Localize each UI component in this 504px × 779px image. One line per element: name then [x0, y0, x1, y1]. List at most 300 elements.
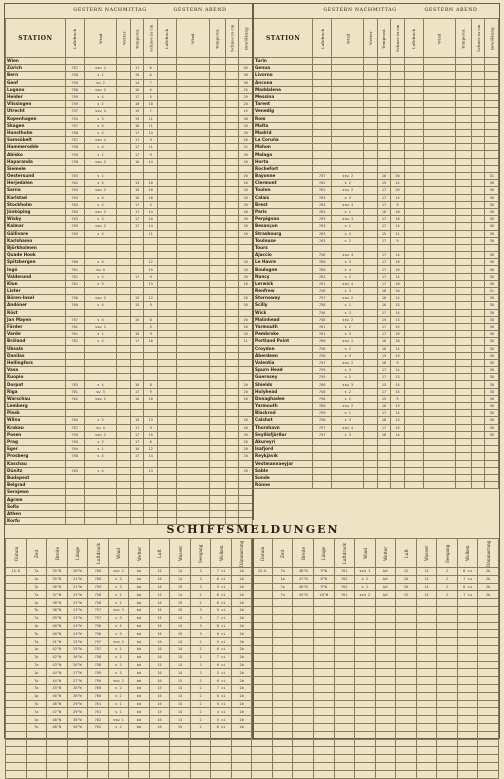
- reading-cell: [209, 374, 225, 381]
- reading-cell: [157, 482, 176, 489]
- reading-cell: [225, 58, 239, 65]
- reading-cell: [157, 244, 176, 251]
- ship-cell: [313, 731, 334, 739]
- ship-cell: [6, 614, 27, 622]
- station-header: STATION: [6, 19, 66, 58]
- reading-cell: 16: [377, 403, 390, 410]
- reading-cell: [117, 309, 131, 316]
- ship-cell: 2: [437, 591, 458, 599]
- station-name: Guernsey: [254, 374, 313, 381]
- reading-cell: [364, 266, 377, 273]
- station-row: [254, 345, 499, 352]
- station-name: Renfrew: [254, 288, 313, 295]
- reading-cell: [455, 338, 471, 345]
- ship-cell: 1p: [26, 645, 47, 653]
- station-row: [6, 86, 253, 93]
- reading-cell: [472, 230, 485, 237]
- column-header: Schnee in cm: [144, 19, 158, 58]
- reading-cell: [84, 410, 117, 417]
- station-row: [254, 79, 499, 86]
- station-row: [254, 194, 499, 201]
- station-row: [254, 266, 499, 273]
- ship-cell: 756: [88, 622, 109, 630]
- reading-cell: [176, 302, 209, 309]
- station-row: [254, 331, 499, 338]
- station-row: [6, 266, 253, 273]
- ship-cell: 2: [190, 599, 211, 607]
- reading-cell: s 3: [84, 438, 117, 445]
- station-row: [254, 122, 499, 129]
- reading-cell: [176, 208, 209, 215]
- ship-cell: 2: [437, 583, 458, 591]
- reading-cell: [65, 403, 84, 410]
- reading-cell: 20: [239, 302, 253, 309]
- reading-cell: 9: [144, 273, 158, 280]
- reading-cell: [209, 252, 225, 259]
- reading-cell: [313, 129, 332, 136]
- reading-cell: 12: [144, 259, 158, 266]
- ship-cell: [252, 684, 273, 692]
- reading-cell: [313, 101, 332, 108]
- ship-cell: [26, 731, 47, 739]
- reading-cell: [472, 244, 485, 251]
- reading-cell: [117, 129, 131, 136]
- reading-cell: [225, 503, 239, 510]
- reading-cell: [176, 417, 209, 424]
- reading-cell: [144, 237, 158, 244]
- reading-cell: [117, 467, 131, 474]
- reading-cell: [485, 151, 499, 158]
- reading-cell: [130, 252, 144, 259]
- station-name: Zürich: [6, 65, 66, 72]
- ship-cell: 22°W: [67, 599, 88, 607]
- ship-cell: [252, 653, 273, 661]
- reading-cell: [485, 453, 499, 460]
- station-name: Athen: [6, 510, 66, 517]
- station-name: Venedig: [254, 108, 313, 115]
- station-row: [6, 359, 253, 366]
- reading-cell: [157, 395, 176, 402]
- reading-cell: [225, 496, 239, 503]
- ship-cell: [88, 731, 109, 739]
- station-name: Krakau: [6, 424, 66, 431]
- ship-cell: [252, 661, 273, 669]
- ship-cell: [6, 684, 27, 692]
- ship-cell: bd: [129, 653, 150, 661]
- reading-cell: [176, 72, 209, 79]
- reading-cell: [455, 93, 471, 100]
- reading-cell: [472, 101, 485, 108]
- reading-cell: 760: [313, 338, 332, 345]
- reading-cell: s 3: [332, 288, 364, 295]
- reading-cell: [117, 482, 131, 489]
- reading-cell: [377, 165, 390, 172]
- reading-cell: [472, 158, 485, 165]
- ship-cell: [108, 731, 129, 739]
- reading-cell: 760: [65, 259, 84, 266]
- ship-cell: [478, 614, 499, 622]
- reading-cell: [225, 230, 239, 237]
- reading-cell: [404, 302, 423, 309]
- reading-cell: [176, 65, 209, 72]
- reading-cell: [423, 165, 455, 172]
- reading-cell: [391, 115, 404, 122]
- reading-cell: [65, 496, 84, 503]
- ship-row: [6, 755, 499, 763]
- reading-cell: 20: [239, 417, 253, 424]
- ship-cell: [293, 708, 314, 716]
- ship-cell: [396, 684, 417, 692]
- station-name: Wick: [254, 309, 313, 316]
- reading-cell: [225, 237, 239, 244]
- reading-cell: [423, 223, 455, 230]
- reading-cell: [364, 338, 377, 345]
- ship-cell: [6, 630, 27, 638]
- station-name: Turin: [254, 58, 313, 65]
- station-row: [6, 180, 253, 187]
- reading-cell: [176, 438, 209, 445]
- ship-cell: 758: [88, 599, 109, 607]
- ship-cell: [457, 661, 478, 669]
- ship-cell: 2b: [231, 575, 252, 583]
- ship-column-header: Datum: [252, 539, 273, 568]
- reading-cell: ssw 4: [332, 201, 364, 208]
- reading-cell: [225, 259, 239, 266]
- reading-cell: s 4: [84, 381, 117, 388]
- reading-cell: [455, 323, 471, 330]
- ship-cell: [313, 630, 334, 638]
- ship-cell: bd: [375, 568, 396, 576]
- ship-cell: 2: [190, 638, 211, 646]
- reading-cell: [332, 482, 364, 489]
- reading-cell: 759: [65, 101, 84, 108]
- station-name: Sofia: [6, 503, 66, 510]
- reading-cell: 17: [130, 424, 144, 431]
- reading-cell: [157, 510, 176, 517]
- reading-cell: [364, 137, 377, 144]
- reading-cell: s 2: [332, 345, 364, 352]
- ship-cell: [355, 731, 376, 739]
- reading-cell: [455, 165, 471, 172]
- reading-cell: 30: [485, 302, 499, 309]
- ship-cell: 24°W: [67, 630, 88, 638]
- reading-cell: 20: [239, 201, 253, 208]
- ship-cell: [478, 708, 499, 716]
- ship-cell: [6, 583, 27, 591]
- ship-cell: [252, 599, 273, 607]
- reading-cell: 14: [144, 208, 158, 215]
- reading-cell: [391, 122, 404, 129]
- ship-cell: [396, 700, 417, 708]
- reading-cell: [157, 173, 176, 180]
- ship-cell: [334, 630, 355, 638]
- reading-cell: [364, 273, 377, 280]
- station-name: Ingö: [6, 266, 66, 273]
- reading-cell: 15: [130, 187, 144, 194]
- ship-cell: [293, 677, 314, 685]
- station-row: [6, 323, 253, 330]
- reading-cell: 758: [313, 288, 332, 295]
- reading-cell: [157, 216, 176, 223]
- reading-cell: 763: [65, 173, 84, 180]
- ship-cell: [334, 606, 355, 614]
- reading-cell: 17: [130, 151, 144, 158]
- reading-cell: 16: [377, 173, 390, 180]
- reading-cell: [225, 359, 239, 366]
- reading-cell: [225, 302, 239, 309]
- reading-cell: [144, 288, 158, 295]
- ship-column-header: Länge: [67, 539, 88, 568]
- reading-cell: [157, 93, 176, 100]
- ship-cell: [457, 677, 478, 685]
- ship-cell: [334, 692, 355, 700]
- reading-cell: [225, 374, 239, 381]
- station-row: [6, 208, 253, 215]
- station-row: [254, 72, 499, 79]
- ship-cell: [252, 614, 273, 622]
- ship-cell: [108, 739, 129, 747]
- reading-cell: [176, 230, 209, 237]
- station-row: [254, 201, 499, 208]
- reading-cell: [332, 72, 364, 79]
- ship-cell: [375, 770, 396, 778]
- reading-cell: s 1: [84, 72, 117, 79]
- ship-cell: 2b: [231, 591, 252, 599]
- reading-cell: [404, 403, 423, 410]
- station-name: Abisko: [6, 151, 66, 158]
- ship-cell: [170, 739, 191, 747]
- reading-cell: ssw 4: [332, 424, 364, 431]
- reading-cell: [423, 151, 455, 158]
- reading-cell: 15: [391, 302, 404, 309]
- reading-cell: 14: [391, 223, 404, 230]
- reading-cell: [65, 367, 84, 374]
- reading-cell: [404, 223, 423, 230]
- reading-cell: [423, 388, 455, 395]
- ship-cell: 8 cu: [457, 568, 478, 576]
- reading-cell: [239, 374, 253, 381]
- reading-cell: [423, 374, 455, 381]
- reading-cell: 761: [65, 280, 84, 287]
- station-row: [6, 374, 253, 381]
- reading-cell: [455, 72, 471, 79]
- ship-cell: 758: [88, 653, 109, 661]
- ship-cell: [293, 692, 314, 700]
- reading-cell: 17: [377, 309, 390, 316]
- reading-cell: [176, 86, 209, 93]
- reading-cell: [239, 496, 253, 503]
- reading-cell: [84, 496, 117, 503]
- ship-cell: [437, 739, 458, 747]
- ship-cell: [6, 653, 27, 661]
- reading-cell: 758: [313, 417, 332, 424]
- reading-cell: 756: [65, 295, 84, 302]
- ship-cell: [252, 747, 273, 755]
- ship-cell: 3: [190, 583, 211, 591]
- reading-cell: 18: [391, 259, 404, 266]
- reading-cell: [209, 93, 225, 100]
- reading-cell: 20: [239, 395, 253, 402]
- reading-cell: [157, 122, 176, 129]
- ship-cell: [88, 755, 109, 763]
- reading-cell: [313, 79, 332, 86]
- ship-cell: 7p: [26, 630, 47, 638]
- ship-cell: [478, 770, 499, 778]
- reading-cell: 763: [65, 208, 84, 215]
- reading-cell: [157, 137, 176, 144]
- ship-cell: [149, 747, 170, 755]
- ship-cell: 762: [334, 575, 355, 583]
- ship-cell: [293, 669, 314, 677]
- ship-cell: 7p: [26, 723, 47, 731]
- reading-cell: [157, 331, 176, 338]
- reading-cell: 16: [130, 86, 144, 93]
- station-row: [254, 208, 499, 215]
- ship-cell: [6, 645, 27, 653]
- ship-cell: 2b: [231, 614, 252, 622]
- ship-cell: [67, 731, 88, 739]
- station-row: [254, 338, 499, 345]
- ship-cell: [252, 755, 273, 763]
- reading-cell: [423, 194, 455, 201]
- reading-cell: 762: [313, 273, 332, 280]
- reading-cell: [485, 115, 499, 122]
- ship-cell: 759: [88, 669, 109, 677]
- reading-cell: 30: [485, 273, 499, 280]
- reading-cell: [332, 79, 364, 86]
- ship-cell: 35°N: [47, 575, 68, 583]
- reading-cell: [225, 403, 239, 410]
- ship-cell: [313, 755, 334, 763]
- ship-cell: [293, 638, 314, 646]
- ship-cell: 30°W: [67, 723, 88, 731]
- ship-cell: [6, 669, 27, 677]
- ship-cell: [231, 739, 252, 747]
- ship-cell: [375, 716, 396, 724]
- reading-cell: 15: [391, 323, 404, 330]
- reading-cell: 757: [65, 316, 84, 323]
- station-row: [6, 424, 253, 431]
- station-name: Clermont: [254, 180, 313, 187]
- ship-cell: [437, 700, 458, 708]
- ship-cell: 2b: [231, 723, 252, 731]
- ship-cell: [416, 661, 437, 669]
- reading-cell: s 4: [84, 93, 117, 100]
- ship-cell: 761: [334, 568, 355, 576]
- ship-cell: [457, 653, 478, 661]
- station-row: [254, 302, 499, 309]
- ship-cell: [355, 606, 376, 614]
- reading-cell: [423, 338, 455, 345]
- ship-cell: bd: [129, 606, 150, 614]
- reading-cell: s 1: [84, 151, 117, 158]
- reading-cell: [225, 395, 239, 402]
- reading-cell: [84, 252, 117, 259]
- reading-cell: [225, 223, 239, 230]
- reading-cell: [176, 266, 209, 273]
- reading-cell: [176, 352, 209, 359]
- ship-cell: 2: [437, 575, 458, 583]
- reading-cell: [225, 72, 239, 79]
- ship-cell: [108, 747, 129, 755]
- reading-cell: [130, 410, 144, 417]
- reading-cell: 16: [377, 338, 390, 345]
- reading-cell: [472, 216, 485, 223]
- reading-cell: 11: [391, 230, 404, 237]
- reading-cell: 20: [391, 187, 404, 194]
- reading-cell: [472, 173, 485, 180]
- reading-cell: [117, 158, 131, 165]
- reading-cell: 22: [239, 144, 253, 151]
- ship-cell: s 2: [108, 653, 129, 661]
- ship-cell: 14: [170, 591, 191, 599]
- station-row: [6, 115, 253, 122]
- reading-cell: [404, 467, 423, 474]
- station-name: Jönköping: [6, 208, 66, 215]
- reading-cell: [225, 79, 239, 86]
- reading-cell: 757: [313, 173, 332, 180]
- ship-cell: 9°W: [313, 583, 334, 591]
- station-name: Oestersund: [6, 173, 66, 180]
- reading-cell: 30: [485, 381, 499, 388]
- station-row: [254, 374, 499, 381]
- reading-cell: 15: [130, 295, 144, 302]
- reading-cell: [377, 129, 390, 136]
- reading-cell: [65, 359, 84, 366]
- ship-cell: [272, 661, 293, 669]
- station-row: [254, 158, 499, 165]
- reading-cell: [313, 474, 332, 481]
- reading-cell: [313, 65, 332, 72]
- reading-cell: 762: [65, 395, 84, 402]
- reading-cell: 18: [391, 216, 404, 223]
- reading-cell: 20: [239, 388, 253, 395]
- ship-cell: [355, 700, 376, 708]
- reading-cell: 20: [239, 194, 253, 201]
- station-name: Hammerodde: [6, 144, 66, 151]
- ship-cell: 759: [88, 583, 109, 591]
- ship-cell: 758: [88, 661, 109, 669]
- ship-cell: 16: [396, 575, 417, 583]
- ship-cell: [272, 669, 293, 677]
- reading-cell: [404, 93, 423, 100]
- reading-cell: [364, 158, 377, 165]
- ship-cell: [416, 599, 437, 607]
- ship-cell: 14: [170, 708, 191, 716]
- reading-cell: [455, 381, 471, 388]
- reading-cell: [117, 72, 131, 79]
- column-header: Temperat.: [455, 19, 471, 58]
- reading-cell: [423, 345, 455, 352]
- reading-cell: [130, 352, 144, 359]
- reading-cell: 5: [144, 93, 158, 100]
- reading-cell: [157, 403, 176, 410]
- ship-cell: [437, 638, 458, 646]
- reading-cell: [423, 144, 455, 151]
- reading-cell: [157, 338, 176, 345]
- reading-cell: [239, 489, 253, 496]
- reading-cell: 17: [130, 223, 144, 230]
- ship-cell: [478, 630, 499, 638]
- ship-cell: 14: [170, 684, 191, 692]
- ship-cell: [478, 747, 499, 755]
- ship-cell: [375, 622, 396, 630]
- ship-cell: 25°W: [67, 645, 88, 653]
- reading-cell: 757: [65, 65, 84, 72]
- ship-cell: [149, 739, 170, 747]
- ship-cell: 5 ci: [211, 638, 232, 646]
- reading-cell: [176, 79, 209, 86]
